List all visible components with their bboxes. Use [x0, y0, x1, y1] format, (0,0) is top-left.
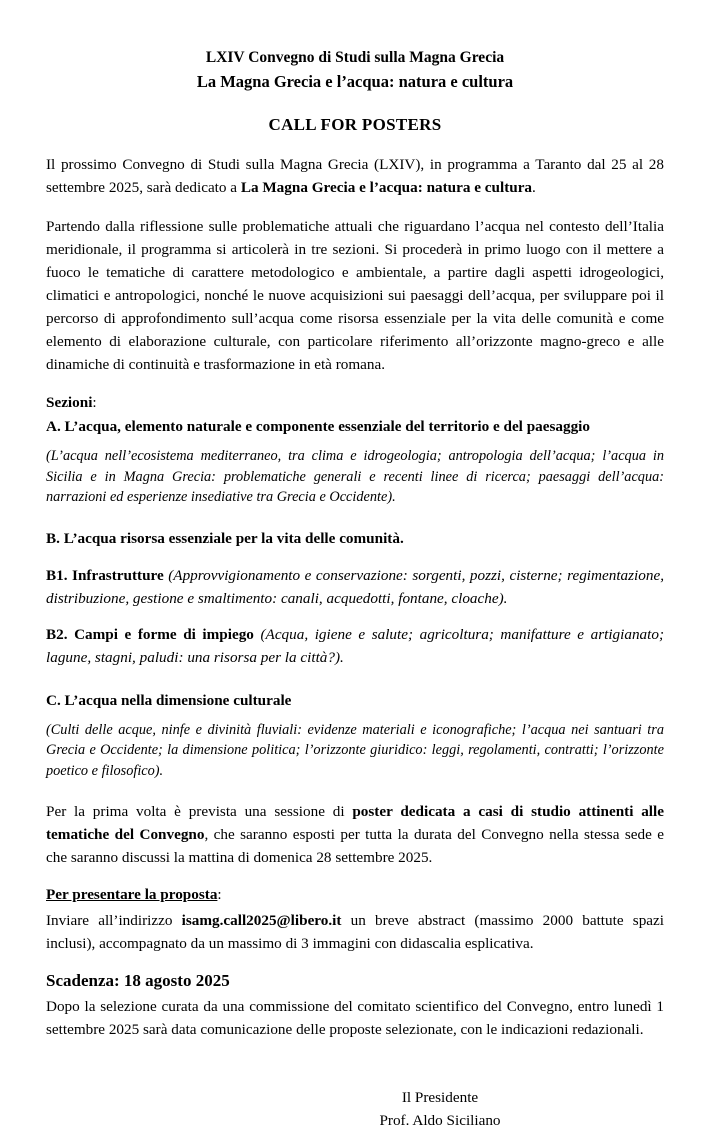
selection-note: Dopo la selezione curata da una commissione del comitato scientifico del Convegno, entro lunedì 1 settembre 2025 sarà data comunicazione delle proposte selezionate, con le indicazioni redazionali. [46, 997, 664, 1038]
section-b2-label: B2. Campi e forme di impiego [46, 626, 254, 644]
section-b1-description: (Approvvigionamento e conservazione: sorgenti, pozzi, cisterne; regimentazione, distribuzione, gestione e smaltimento: canali, acquedotti, fontane, cloache). [46, 566, 664, 607]
section-b2 [46, 624, 664, 670]
poster-text-c: , che saranno esposti per tutta la durata del Convegno nella stessa sede e che saranno discussi la mattina di domenica 28 settembre 2025. [46, 826, 664, 867]
proposal-instructions [46, 909, 664, 955]
section-c-title: C. L’acqua nella dimensione culturale [46, 691, 292, 709]
document-title-line2: La Magna Grecia e l’acqua: natura e cultura [196, 71, 514, 91]
proposal-text-b: un breve abstract (massimo 2000 battute spazi inclusi), accompagnato da un massimo di 3 immagini con didascalia esplicativa. [46, 912, 664, 953]
section-b1 [46, 565, 664, 611]
poster-session-paragraph [46, 800, 664, 869]
submission-email[interactable]: isamg.call2025@libero.it [181, 912, 342, 930]
deadline-text: Scadenza: 18 agosto 2025 [46, 970, 230, 990]
proposal-heading-text: Per presentare la proposta [46, 886, 218, 904]
proposal-heading-colon: : [217, 886, 222, 904]
intro-paragraph-1 [46, 153, 664, 199]
poster-text-highlight: poster dedicata a casi di studio attinenti alle tematiche del Convegno [46, 802, 664, 843]
section-b-title: B. L’acqua risorsa essenziale per la vita delle comunità. [46, 529, 404, 547]
call-for-posters-heading: CALL FOR POSTERS [268, 115, 442, 135]
intro-p1-theme: La Magna Grecia e l’acqua: natura e cultura [240, 179, 533, 197]
proposal-text-a: Inviare all’indirizzo [46, 912, 182, 930]
section-c-description: (Culti delle acque, ninfe e divinità fluviali: evidenze materiali e iconografiche; l’acqua nei santuari tra Grecia e Occidente; la dimensione politica; l’orizzonte giuridico: leggi, regolamenti, contratti; l’orizzonte poetico e filosofico). [46, 721, 664, 780]
proposal-heading [46, 884, 664, 907]
section-a-title: A. L’acqua, elemento naturale e componente essenziale del territorio e del paesaggio [46, 418, 590, 436]
sections-label-text: Sezioni [46, 394, 93, 412]
intro-paragraph-2: Partendo dalla riflessione sulle problematiche attuali che riguardano l’acqua nel contesto dell’Italia meridionale, il programma si articolerà in tre sezioni. Si procederà in primo luogo con il mettere a fuoco le tematiche di carattere metodologico e ambientale, a partire dagli aspetti idrogeologici, climatici e antropologici, nonché le nuove acquisizioni sui paesaggi dell’acqua, per sviluppare poi il percorso di approfondimento sull’acqua come risorsa essenziale per la vita delle comunità e come elemento di elaborazione culturale, con particolare riferimento all’orizzonte magno-greco e alle dinamiche di continuità e trasformazione in età romana. [46, 217, 664, 374]
intro-p1-text-c: . [532, 179, 536, 197]
document-title-line1: LXIV Convegno di Studi sulla Magna Grecia [205, 49, 505, 66]
section-b1-label: B1. Infrastrutture [46, 566, 164, 584]
poster-text-a: Per la prima volta è prevista una sessione di [46, 802, 353, 820]
sections-label [46, 392, 664, 415]
sections-label-colon: : [92, 394, 97, 412]
signature-block [46, 1087, 664, 1132]
section-b2-description: (Acqua, igiene e salute; agricoltura; manifatture e artigianato; lagune, stagni, paludi: una risorsa per la città?). [46, 626, 665, 667]
intro-p1-text-a: Il prossimo Convegno di Studi sulla Magna Grecia (LXIV), in programma a Taranto dal 25 al 28 settembre 2025, sarà dedicato a [46, 156, 664, 197]
signature-role: Il Presidente [401, 1088, 479, 1106]
section-a-description: (L’acqua nell’ecosistema mediterraneo, tra clima e idrogeologia; antropologia dell’acqua; l’acqua in Sicilia e in Magna Grecia: problematiche generali e recenti linee di ricerca; paesaggi dell’acqua: narrazioni ed esperienze insediative tra Grecia e Occidente). [46, 447, 664, 506]
signature-name: Prof. Aldo Siciliano [379, 1111, 501, 1129]
